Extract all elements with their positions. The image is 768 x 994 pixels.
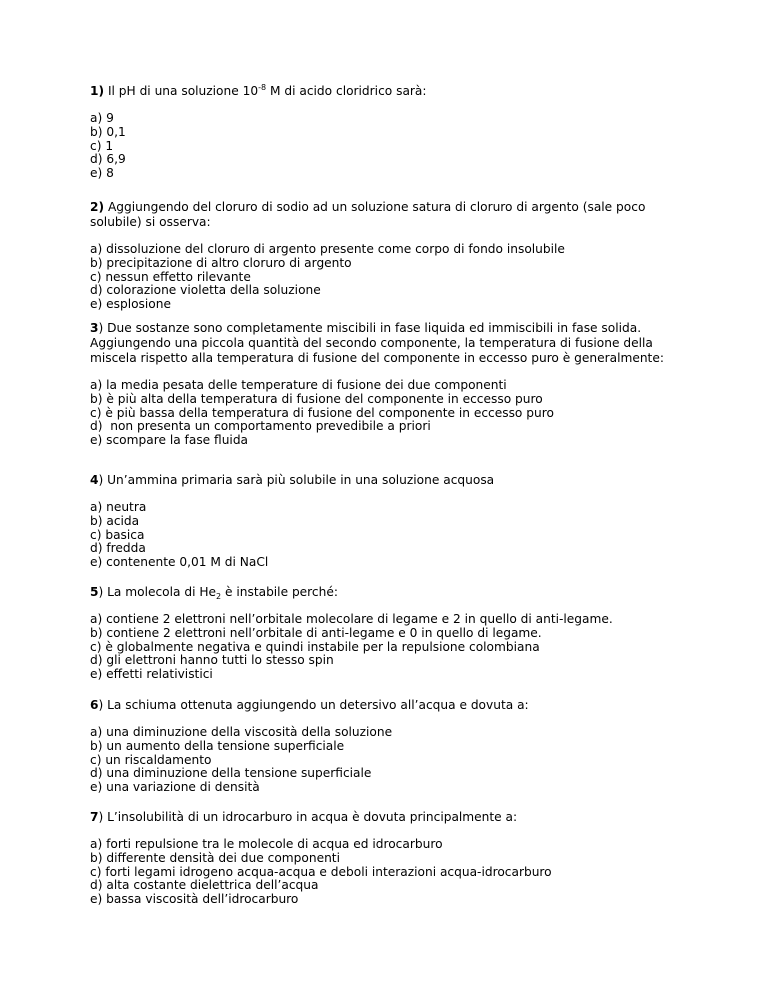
option: e) contenente 0,01 M di NaCl (90, 555, 269, 570)
options-list (90, 379, 700, 448)
subscript: 2 (216, 592, 222, 601)
options-list (90, 613, 700, 682)
question-number: 1) (90, 84, 105, 98)
options-list (90, 501, 700, 570)
question-text-part: Due sostanze sono completamente miscibili in fase liquida ed immiscibili in fase solida. Aggiungendo una piccola quantità del secondo componente, la temperatura di fusione della miscela rispetto alla temperatura di fusione del componente in eccesso puro è generalmente: (90, 321, 664, 365)
question-number: 3 (90, 321, 99, 335)
option: b) differente densità dei due componenti (90, 850, 340, 865)
question-number-suffix: ) (98, 698, 104, 712)
option: a) forti repulsione tra le molecole di acqua ed idrocarburo (90, 837, 443, 851)
option: d) una diminuzione della tensione superficiale (90, 766, 372, 781)
question-number: 5 (90, 585, 99, 599)
question-text (90, 473, 700, 488)
option: e) esplosione (90, 297, 171, 312)
question-7 (90, 810, 700, 907)
question-3 (90, 321, 700, 448)
option: e) una variazione di densità (90, 780, 260, 795)
option: e) 8 (90, 166, 114, 181)
options-list (90, 838, 700, 907)
option: a) contiene 2 elettroni nell’orbitale molecolare di legame e 2 in quello di anti-legame. (90, 612, 613, 626)
option: b) è più alta della temperatura di fusione del componente in eccesso puro (90, 391, 543, 406)
options-list (90, 112, 700, 181)
question-text (90, 84, 700, 99)
option: c) è più bassa della temperatura di fusione del componente in eccesso puro (90, 405, 554, 420)
option: b) precipitazione di altro cloruro di argento (90, 255, 352, 270)
option: d) colorazione violetta della soluzione (90, 283, 321, 298)
option: b) contiene 2 elettroni nell’orbitale di anti-legame e 0 in quello di legame. (90, 625, 542, 640)
option: a) una diminuzione della viscosità della soluzione (90, 725, 393, 739)
question-text-part: M di acido cloridrico sarà: (266, 84, 427, 98)
question-text-part: Un’ammina primaria sarà più solubile in una soluzione acquosa (107, 473, 495, 487)
options-list (90, 243, 700, 312)
option: e) effetti relativistici (90, 667, 213, 682)
option: b) 0,1 (90, 124, 126, 139)
question-1 (90, 84, 700, 181)
option: d) gli elettroni hanno tutti lo stesso spin (90, 653, 334, 668)
question-number: 4 (90, 473, 99, 487)
question-2 (90, 200, 700, 312)
question-text (90, 585, 700, 600)
question-5 (90, 585, 700, 682)
option: c) forti legami idrogeno acqua-acqua e deboli interazioni acqua-idrocarburo (90, 864, 552, 879)
options-list (90, 726, 700, 795)
option: c) nessun effetto rilevante (90, 269, 251, 284)
question-text (90, 321, 700, 366)
question-text (90, 200, 700, 230)
question-number: 2) (90, 200, 105, 214)
option: a) neutra (90, 500, 147, 514)
question-text-part: Aggiungendo del cloruro di sodio ad un soluzione satura di cloruro di argento (sale poco solubile) si osserva: (90, 200, 646, 229)
option: d) alta costante dielettrica dell’acqua (90, 878, 319, 893)
question-text (90, 810, 700, 825)
question-number: 7 (90, 810, 99, 824)
question-6 (90, 698, 700, 795)
option: e) scompare la fase fluida (90, 433, 249, 448)
exponent: -8 (258, 83, 267, 92)
question-number: 6 (90, 698, 99, 712)
option: b) un aumento della tensione superficiale (90, 738, 345, 753)
option: c) un riscaldamento (90, 752, 212, 767)
question-number-suffix: ) (98, 810, 104, 824)
option: b) acida (90, 513, 140, 528)
option: c) è globalmente negativa e quindi instabile per la repulsione colombiana (90, 639, 540, 654)
question-text (90, 698, 700, 713)
question-text-part: La molecola di He (107, 585, 217, 599)
option: c) basica (90, 527, 145, 542)
option: a) 9 (90, 111, 114, 125)
option: c) 1 (90, 138, 114, 153)
option: d) 6,9 (90, 152, 126, 167)
question-number-suffix: ) (98, 321, 104, 335)
option: e) bassa viscosità dell’idrocarburo (90, 892, 299, 907)
question-number-suffix: ) (98, 473, 104, 487)
question-4 (90, 473, 700, 570)
question-number-suffix: ) (98, 585, 104, 599)
option: a) la media pesata delle temperature di fusione dei due componenti (90, 378, 507, 392)
question-text-part: è instabile perché: (221, 585, 338, 599)
question-text-part: L’insolubilità di un idrocarburo in acqua è dovuta principalmente a: (107, 810, 518, 824)
option: d) non presenta un comportamento prevedibile a priori (90, 419, 431, 434)
question-text-part: La schiuma ottenuta aggiungendo un detersivo all’acqua e dovuta a: (107, 698, 529, 712)
option: a) dissoluzione del cloruro di argento presente come corpo di fondo insolubile (90, 242, 565, 256)
question-text-part: Il pH di una soluzione 10 (107, 84, 259, 98)
option: d) fredda (90, 541, 146, 556)
